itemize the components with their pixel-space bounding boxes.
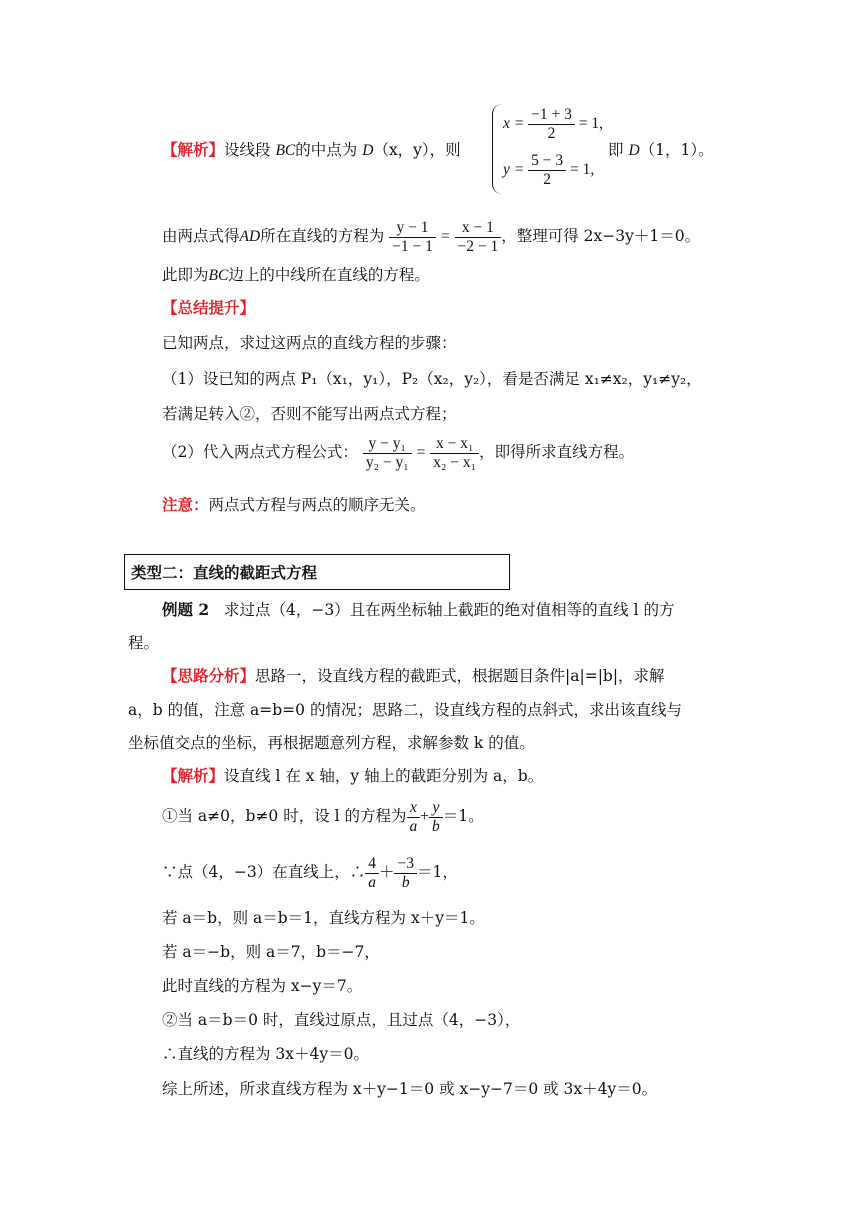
segment-bc: BC [208,267,229,284]
frac-den: x₂ − x₁ [430,453,479,472]
frac-num: −1 + 3 [531,106,572,123]
note-text: 两点式方程与两点的顺序无关。 [208,496,426,514]
example-line-1 [162,599,675,621]
solution2-case-2: ②当 a＝b＝0 时，直线过原点，且过点（4，−3）， [162,1011,521,1029]
solution2-line-a-eq-b: 若 a＝b，则 a＝b＝1，直线方程为 x＋y＝1。 [162,909,485,927]
frac-num: 5 − 3 [531,152,564,169]
analysis-label: 【思路分析】 [162,666,256,685]
plus-sign: ＋ [378,863,395,881]
point-d: D [628,142,640,159]
segment-bc: BC [275,142,296,159]
text-segment: 设线段 [224,141,271,159]
solution-text: 设直线 l 在 x 轴，y 轴上的截距分别为 a，b。 [224,767,544,785]
sys-y-result: = 1, [569,161,595,179]
point-d: D [362,142,374,159]
solution-intro-line [162,139,461,162]
frac-num: y [432,798,440,816]
text-segment: ＝1。 [442,807,484,825]
fraction-4-over-a [365,855,379,892]
frac-num: −3 [397,854,414,872]
solution2-line-origin: ∴直线的方程为 3x＋4y＝0。 [162,1045,370,1063]
frac-num: x − 1 [461,218,494,236]
fraction-x-over-a [407,799,421,836]
fraction-y [389,219,436,256]
frac-num: x − x₁ [435,434,474,452]
jiexi-label: 【解析】 [162,140,225,159]
frac-num: y − y₁ [368,434,406,452]
segment-ad: AD [239,228,261,245]
frac-den: a [365,873,379,892]
sys-x-label: x = [503,115,525,133]
frac-den: 2 [528,170,566,189]
frac-den: b [429,817,443,836]
analysis-text: 思路一，设直线方程的截距式，根据题目条件|a|=|b|，求解 [255,667,665,685]
example-line-2: 程。 [128,634,160,652]
solution2-line-equation: 此时直线的方程为 x−y＝7。 [162,977,363,995]
sys-x-result: = 1, [578,115,603,133]
frac-den: a [407,817,421,836]
text-segment: （1，1）。 [639,141,714,159]
frac-den: b [394,873,417,892]
text-segment: ∵点（4，−3）在直线上，∴ [162,863,366,881]
text-segment: （2）代入两点式方程公式： [162,443,358,461]
fraction-y-over-b [429,799,443,836]
example-label: 例题 2 [162,600,210,619]
analysis-line-2: a，b 的值，注意 a=b=0 的情况；思路二，设直线方程的点斜式，求出该直线与 [128,701,682,719]
system-row-y [503,152,594,189]
summary-step-1-cont: 若满足转入②，否则不能写出两点式方程； [162,405,457,423]
system-brace [492,104,503,194]
frac-den: −2 − 1 [455,237,502,256]
text-segment: ，整理可得 2x−3y＋1＝0。 [501,227,701,245]
sys-x-fraction [528,106,575,143]
midpoint-result [608,139,714,162]
fraction-x [455,219,502,256]
text-segment: 即 [608,141,624,159]
solution2-substitution [162,852,458,892]
text-segment: 边上的中线所在直线的方程。 [228,266,430,284]
frac-num: y − 1 [396,218,429,236]
summary-step-1: （1）设已知的两点 P₁（x₁，y₁），P₂（x₂，y₂），看是否满足 x₁≠x₂，y₁≠y₂， [162,370,702,388]
frac-den: 2 [528,124,575,143]
text-segment: ，即得所求直线方程。 [479,443,635,461]
fraction-neg3-over-b [394,855,417,892]
sys-y-label: y = [503,161,525,179]
frac-den: y₂ − y₁ [363,453,412,472]
system-row-x [503,106,603,143]
text-segment: ①当 a≠0，b≠0 时，设 l 的方程为 [162,807,407,825]
frac-num: 4 [368,854,376,872]
equals-sign: = [440,228,450,245]
note-label: 注意： [162,495,209,514]
summary-heading: 【总结提升】 [162,298,256,317]
text-segment: ＝1， [416,863,458,881]
plus-sign: + [420,808,430,825]
summary-step-2 [162,432,634,473]
solution2-conclusion: 综上所述，所求直线方程为 x＋y−1＝0 或 x−y−7＝0 或 3x＋4y＝0。 [162,1080,658,1098]
solution2-line-1 [162,765,543,787]
solution2-case-1 [162,796,484,837]
analysis-line-1 [162,665,665,687]
text-segment: （x，y），则 [373,141,461,159]
text-segment: 的中点为 [295,141,358,159]
sys-y-fraction [528,152,566,189]
solution2-line-a-eq-neg-b: 若 a＝−b，则 a＝7，b＝−7， [162,943,380,961]
note-line [162,494,426,516]
summary-line-1: 已知两点，求过这两点的直线方程的步骤： [162,334,457,352]
fraction-y [363,435,412,472]
section-title-box [124,554,510,590]
frac-den: −1 − 1 [389,237,436,256]
text-segment: 由两点式得 [162,227,240,245]
text-segment: 此即为 [162,266,209,284]
equals-sign: = [416,444,426,461]
fraction-x [430,435,479,472]
median-line-statement [162,264,430,287]
two-point-equation-line [162,216,700,257]
section-title: 类型二：直线的截距式方程 [131,564,318,582]
jiexi-label: 【解析】 [162,766,225,785]
analysis-line-3: 坐标值交点的坐标，再根据题意列方程，求解参数 k 的值。 [128,734,535,752]
example-text: 求过点（4，−3）且在两坐标轴上截距的绝对值相等的直线 l 的方 [223,601,675,619]
frac-num: x [409,798,417,816]
text-segment: 所在直线的方程为 [260,227,385,245]
